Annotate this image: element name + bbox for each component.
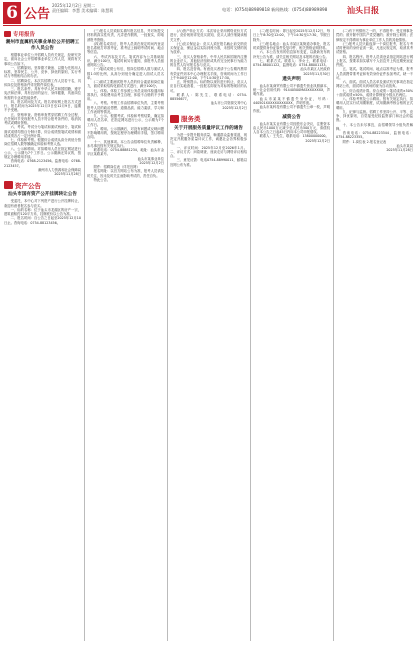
page-number-badge: 6 [3, 2, 21, 24]
body-paragraph: 根据事业单位公开招聘人员有关规定，经研究决定，面向社会公开招聘事业单位工作人员，现将有关事项公告如下。 [4, 53, 81, 66]
body-paragraph: 受委托，本中心对下列资产进行公开挂牌转让，欢迎有意者报名参与竞买。 [4, 199, 81, 208]
contact-phone: 电话：(0754)88989818 新闻热线：(0754)88989898 [222, 7, 328, 12]
body-paragraph: 四、报名及咨询。有意竞买者请于公告期内携带有效证件到本中心办理报名手续，咨询时间为工作日上午9:00至12:00，下午14:30至17:30。 [170, 67, 247, 80]
body-paragraph: 汕头市某实业有限公司经股东会决议，注册资本由人民币1000万元减少至人民币500万元，请债权人自本公告之日起45日内向本公司申报债权。 [253, 121, 330, 134]
body-paragraph: 六、本公告发布的信息如有变更，以最新发布的补充公告为准，请关注相关网站及本报的后续公告。 [253, 50, 330, 59]
body-paragraph: (一)笔试成绩公布后，按岗位招聘人数与面试人数1:3的比例，从高分到低分确定进入面试人员名单。 [87, 67, 164, 80]
body-paragraph: (七)竞买保证金：竞买人须在报名截止前交纳竞买保证金，保证金以实际到账为准，未按时交纳的视为放弃。 [170, 41, 247, 55]
article-headline: 汕头市国有资产公开挂牌转让公告 [8, 192, 77, 198]
section-title: 公告 [24, 7, 51, 22]
article-headline: 遗失声明 [282, 76, 301, 82]
body-paragraph: 六、面试。面试人员名单及面试有关事项在指定网站公布，面试时未到场的视为自动放弃。 [336, 80, 413, 89]
body-paragraph: 联系人：陈先生，联系电话：0754-88556677。 [170, 92, 247, 101]
body-paragraph: 附件：1.岗位表 2.报名登记表 [342, 139, 387, 144]
signature-line: 汕头市某事业单位 [137, 156, 164, 161]
body-paragraph: 汕头市某某不慎遗失身份证，号码：440501XXXXXXXXXXXX，声明作废。 [253, 96, 330, 105]
column-3 [170, 29, 247, 641]
body-paragraph: 八、公示和聘用。对拟聘用人员在指定网站进行公示，公示期为7个工作日。公示期满无异议的，按规定办理聘用手续。 [4, 146, 81, 159]
signature-line: 2025年11月28日 [386, 148, 413, 152]
body-paragraph: 特此公告。 [93, 177, 111, 182]
section-marker-icon [170, 115, 179, 123]
body-paragraph: 一、评议时间：2025年12月至2026年1月。二、评议方式：问卷调查、座谈走访与网络评议相结合。 [170, 145, 247, 158]
body-paragraph: (四)报名成功后，报考人员须在规定时间内登录报名系统打印准考证，准考证上载明考试时间、地点等信息。 [87, 41, 164, 55]
body-paragraph: 一、招聘原则。坚持德才兼备、以德为先的用人标准，坚持民主、公开、竞争、择优的原则，实行考试与考察相结合的办法。 [4, 65, 81, 79]
body-paragraph: (三)报考人员只能选择一个岗位报考，报名与考试时使用的身份证须一致，凡违反规定的，取消其考试资格。 [336, 41, 413, 55]
body-paragraph: 为进一步提升服务质量，畅通群众监督渠道，现决定开展服务质量评议工作，诚邀社会各界积极参与。 [170, 132, 247, 146]
signature-line: 2025年12月2日 [139, 160, 164, 165]
body-paragraph: (六)资产转让方式：本次转让采用网络竞价方式进行，竞价规则详见竞买须知，竞买人须仔细阅读相关文件。 [170, 29, 247, 42]
body-paragraph: 六、考试内容及方式。笔试内容为公共基础知识，满分100分，笔试时间另行通知，请报考人员留意网站公告。 [87, 54, 164, 67]
column-5 [336, 29, 413, 641]
body-paragraph: 八、体检考察及公示聘用。按有关规定执行，拟聘用人员实行试用期制度，试用期满考核合格的正式聘用。 [336, 97, 413, 110]
newspaper-brand: 汕头日报 [347, 5, 379, 15]
body-paragraph: (二)有下列情形之一的，不得报考：受过刑事处罚的；被开除中国共产党党籍的；被开除公职的；法律规定不得聘用为事业单位工作人员的其他情形。 [336, 29, 413, 42]
body-paragraph: 七、联系方式。联系人：李女士，联系电话：0754-88001122，监督电话：0754-88001133。 [253, 58, 330, 67]
body-paragraph: (三)报名地点：汕头市某区某街道办事处，报名时须提供身份证原件及复印件、相关资格证明材料。 [253, 41, 330, 50]
body-paragraph: (二)报名时间：即日起至2025年12月12日，每日上午8:30至12:00，下午14:30至17:30，节假日除外。 [253, 29, 330, 42]
body-paragraph: (二)面试主要测试报考人员的综合素质和岗位能力，面试采取结构化面试方式进行，满分100分。 [87, 80, 164, 89]
body-paragraph: 七、体检和考察。根据综合成绩从高分到低分按岗位招聘人数等额确定体检和考察人选。 [4, 138, 81, 147]
issue-date: 2025年12月2日 星期二 [52, 3, 96, 8]
body-paragraph: (三)报名人员须如实填写报名信息，并对所提交材料的真实性负责，凡弄虚作假的，一经查实，即取消报考资格。 [87, 29, 164, 42]
body-paragraph: 十、本公告未尽事宜，由招聘领导小组负责解释。 [336, 122, 413, 131]
column-divider [84, 29, 85, 641]
body-paragraph: 二、招聘岗位。本次共招聘工作人员若干名，具体岗位及资格条件详见附件岗位表。 [4, 78, 81, 87]
body-paragraph: 一、标的名称：位于汕头市龙湖区的房产一宗，建筑面积约120平方米，挂牌底价以公告为准。 [4, 207, 81, 216]
body-paragraph: 联系人：王先生，联系电话：13800000000。 [259, 134, 329, 139]
body-paragraph: 三、竞买人资格条件。中华人民共和国境内注册的企业法人、其他经济组织或具有完全民事行为能力的自然人均可报名参与竞买。 [170, 54, 247, 67]
signature-line: 2025年11月28日 [54, 172, 81, 176]
article-headline: 潮州市直属机关事业单位公开招聘工作人员公告 [5, 40, 80, 51]
signature-line: 2025年12月2日 [305, 138, 330, 143]
body-paragraph: 七、体检。体检工作参照公务员录用体检通用标准执行，体检费用由考生自理，体检不合格的不予聘用。 [87, 88, 164, 101]
body-paragraph: 联系电话：0754-88881234，地址：汕头市金平区某路某号。 [87, 148, 164, 157]
body-paragraph: 汕头市某科技有限公司不慎遗失公章一枚，声明作废。 [253, 105, 330, 114]
column-1 [4, 29, 81, 641]
signature-line: 汕头市公共资源交易中心 [210, 101, 247, 106]
body-paragraph: 汕头市某商贸有限公司不慎遗失营业执照副本，统一社会信用代码：91440500MA5XXXXXXX，声明作废。 [253, 83, 330, 97]
body-paragraph: 九、纪律与监督。招聘工作坚持公开、平等、竞争、择优原则，自觉接受纪检监察部门和社会的监督。 [336, 109, 413, 123]
body-paragraph: 五、笔试。笔试时间、地点以准考证为准，报考人员须携带准考证和有效身份证件参加考试，缺一不可。 [336, 67, 413, 80]
body-paragraph: 十、聘用。公示期满后，对没有问题或反映问题不影响聘用的，按规定程序办理聘用手续，签订聘用合同。 [87, 126, 164, 140]
body-paragraph: 二、报名时间：自公告之日起至2025年12月10日止。咨询电话：0754-88123456。 [4, 216, 81, 225]
section-header-text: 资产公告 [15, 181, 41, 190]
body-paragraph: 报名网址：以官方网站公布为准，报考人员请及时关注，因未及时关注而影响考试的，责任自负。 [87, 169, 164, 178]
column-2 [87, 29, 164, 641]
body-paragraph: 五、特别提示。标的物以现状进行转让，竞买人应自行实地查看，一经报名即视为对标的物现状的认可。 [170, 80, 247, 93]
body-paragraph: 五、资格审查。资格审查贯穿招聘工作全过程，在任何环节发现报考人员不符合报考条件的，取消其考试或聘用资格。 [4, 112, 81, 125]
body-paragraph: 九、公示。根据考试、体检和考察结果，确定拟聘用人员名单，在指定网站进行公示，公示期为7个工作日。 [87, 114, 164, 127]
signature-line: 汕头市某区人民政府 [300, 67, 330, 72]
issue-editors: 责任编辑：李慧 美术编辑：陈慧莉 [52, 8, 114, 13]
column-divider [167, 29, 168, 641]
signature-line: 2025年11月30日 [303, 71, 330, 76]
section-header-text: 专用报告 [13, 32, 36, 38]
body-paragraph: 四、报名时间及方式。报名采取网上报名方式进行，报名时间为2025年12月3日至12月9日，逾期不予受理。 [4, 99, 81, 113]
signature-line: 2025年12月2日 [222, 105, 247, 110]
body-paragraph: 四、报名程序。报考人员须登录指定网站进行网上报名，按要求如实填写个人信息并上传近期免冠证件照。 [336, 54, 413, 67]
body-paragraph: 三、报名条件。具有中华人民共和国国籍，遵守宪法和法律，具有良好的品行，身体健康，具备岗位所需的专业或技能条件。 [4, 87, 81, 100]
section-marker-icon [4, 181, 13, 189]
column-divider [333, 29, 334, 641]
article-headline: 关于开展服务质量评议工作的通告 [174, 125, 243, 131]
column-divider [250, 29, 251, 641]
body-paragraph: 附件：招聘岗位表（详见官网） [93, 165, 140, 169]
masthead [0, 0, 415, 30]
article-headline: 减资公告 [282, 114, 301, 120]
section-header [4, 180, 81, 190]
section-header-text: 服务类 [181, 115, 201, 124]
body-paragraph: 八、考察。考察工作由招聘单位负责，主要考察报考人员的政治思想、道德品质、能力素质、学习和工作表现等情况。 [87, 101, 164, 114]
issue-meta [52, 3, 113, 13]
section-marker-icon [4, 31, 11, 37]
signature-line: 汕头市某局 [396, 143, 413, 148]
masthead-rule [3, 25, 412, 26]
body-paragraph: 三、意见反馈：电话0754-88990011，邮箱以官网公布为准。 [170, 158, 247, 167]
body-paragraph: 十一、其他事项。本公告由招聘单位负责解释，未尽事宜按有关规定执行。 [87, 139, 164, 148]
body-paragraph: 六、考试。考试分为笔试和面试两部分，笔试和面试成绩均按百分制计算，综合成绩按笔试成绩和面试成绩各占一定比例计算。 [4, 125, 81, 138]
column-4 [253, 29, 330, 641]
section-header [4, 30, 81, 38]
body-paragraph: 咨询电话：0768-2123456。监督电话：0768-2123457。 [4, 159, 81, 168]
body-paragraph: 七、综合成绩计算。综合成绩＝笔试成绩×50%＋面试成绩×50%，成绩计算保留小数点后两位。 [336, 88, 413, 97]
section-header [170, 114, 247, 124]
signature-line: 潮州市人力资源和社会保障局 [38, 167, 81, 172]
body-paragraph: 咨询电话：0754-88223344，监督电话：0754-88223355。 [336, 131, 413, 140]
